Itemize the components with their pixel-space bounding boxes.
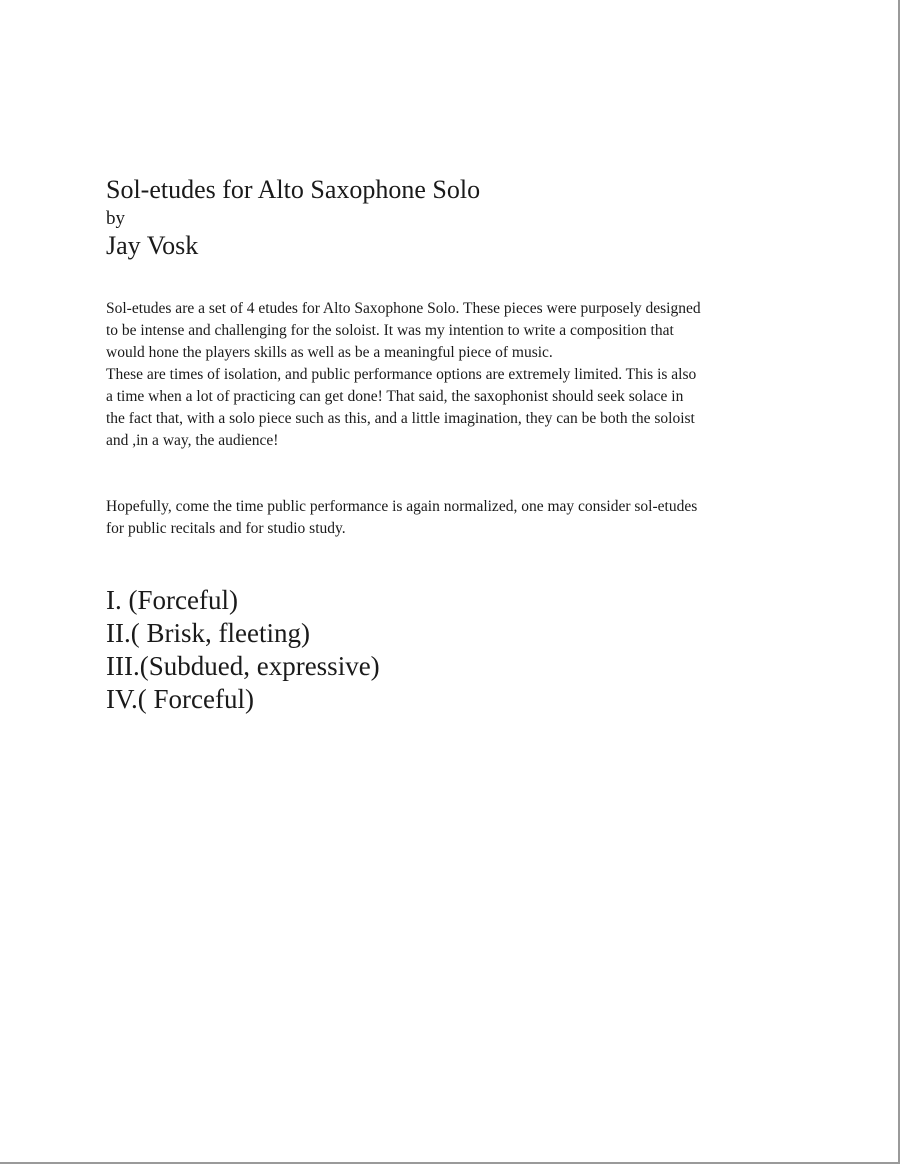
movement-item: II.( Brisk, fleeting) <box>106 618 310 648</box>
document-title: Sol-etudes for Alto Saxophone Solo <box>106 175 481 204</box>
movement-item: I. (Forceful) <box>106 585 238 615</box>
movement-item: IV.( Forceful) <box>106 684 254 714</box>
intro-line: a time when a lot of practicing can get done! That said, the saxophonist should seek solace in <box>106 388 684 405</box>
intro-line: Sol-etudes are a set of 4 etudes for Alto Saxophone Solo. These pieces were purposely designed <box>106 300 701 317</box>
intro-line: These are times of isolation, and public performance options are extremely limited. This is also <box>106 366 697 383</box>
movement-item: III.(Subdued, expressive) <box>106 651 380 681</box>
closing-line: Hopefully, come the time public performance is again normalized, one may consider sol-etudes <box>106 498 698 515</box>
intro-line: the fact that, with a solo piece such as this, and a little imagination, they can be both the soloist <box>106 410 695 427</box>
intro-line: and ,in a way, the audience! <box>106 432 279 449</box>
intro-line: to be intense and challenging for the soloist. It was my intention to write a composition that <box>106 322 674 339</box>
movement-list <box>106 584 380 716</box>
closing-paragraph <box>106 496 796 540</box>
intro-paragraph <box>106 298 796 452</box>
closing-line: for public recitals and for studio study. <box>106 520 346 537</box>
intro-line: would hone the players skills as well as be a meaningful piece of music. <box>106 344 553 361</box>
author-name: Jay Vosk <box>106 231 199 260</box>
byline-label: by <box>106 208 125 229</box>
